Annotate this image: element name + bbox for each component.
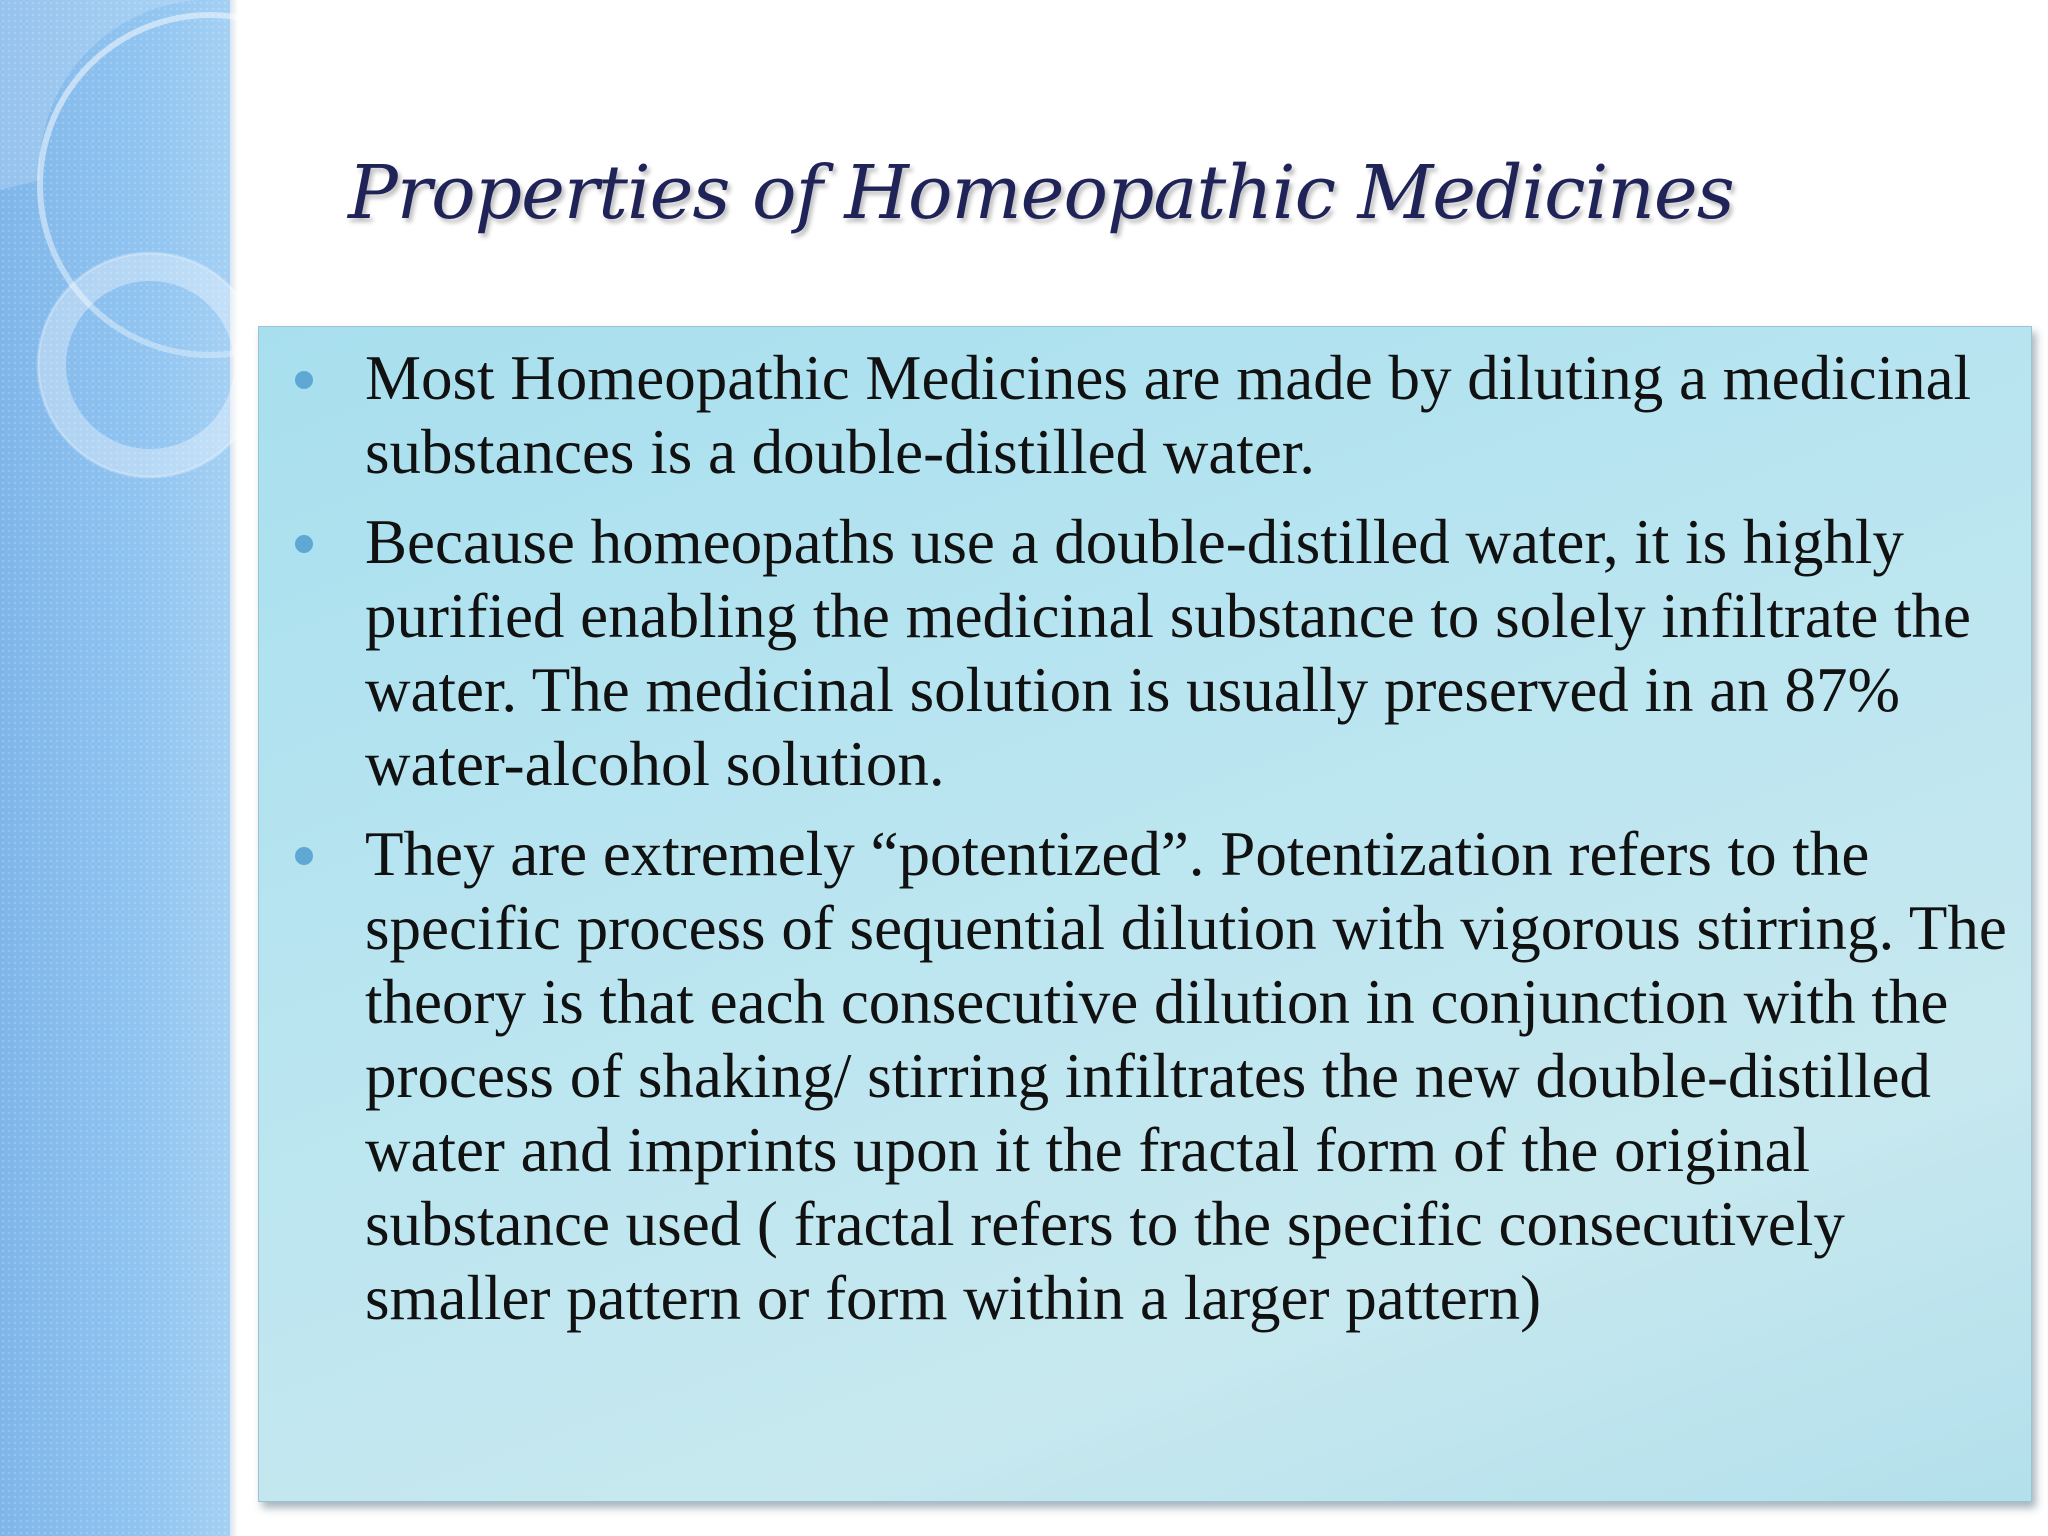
bullet-icon	[295, 535, 313, 553]
bullet-icon	[295, 371, 313, 389]
bullet-text: Because homeopaths use a double-distilled water, it is highly purified enabling the medicinal substance to solely infiltrate the water. The medicinal solution is usually preserved in an 87% water-alcohol solution.	[365, 507, 1972, 799]
bullet-icon	[295, 847, 313, 865]
light-wedge-shape	[0, 0, 200, 190]
content-box	[258, 326, 2032, 1502]
bullet-item	[365, 505, 2015, 801]
bullet-text: Most Homeopathic Medicines are made by diluting a medicinal substances is a double-distilled water.	[365, 343, 1972, 487]
bullet-list	[365, 341, 2015, 1351]
bullet-text: They are extremely “potentized”. Potentization refers to the specific process of sequential dilution with vigorous stirring. The theory is that each consecutive dilution in conjunction with the process of shaking/ stirring infiltrates the new double-distilled water and imprints upon it the fractal form of the original substance used ( fractal refers to the specific consecutively smaller pattern or form within a larger pattern)	[365, 819, 2007, 1333]
slide-title: Properties of Homeopathic Medicines	[348, 150, 1734, 236]
bullet-item	[365, 817, 2015, 1335]
thick-ring-shape	[52, 267, 248, 463]
bullet-item	[365, 341, 2015, 489]
decorative-rings	[0, 0, 260, 520]
